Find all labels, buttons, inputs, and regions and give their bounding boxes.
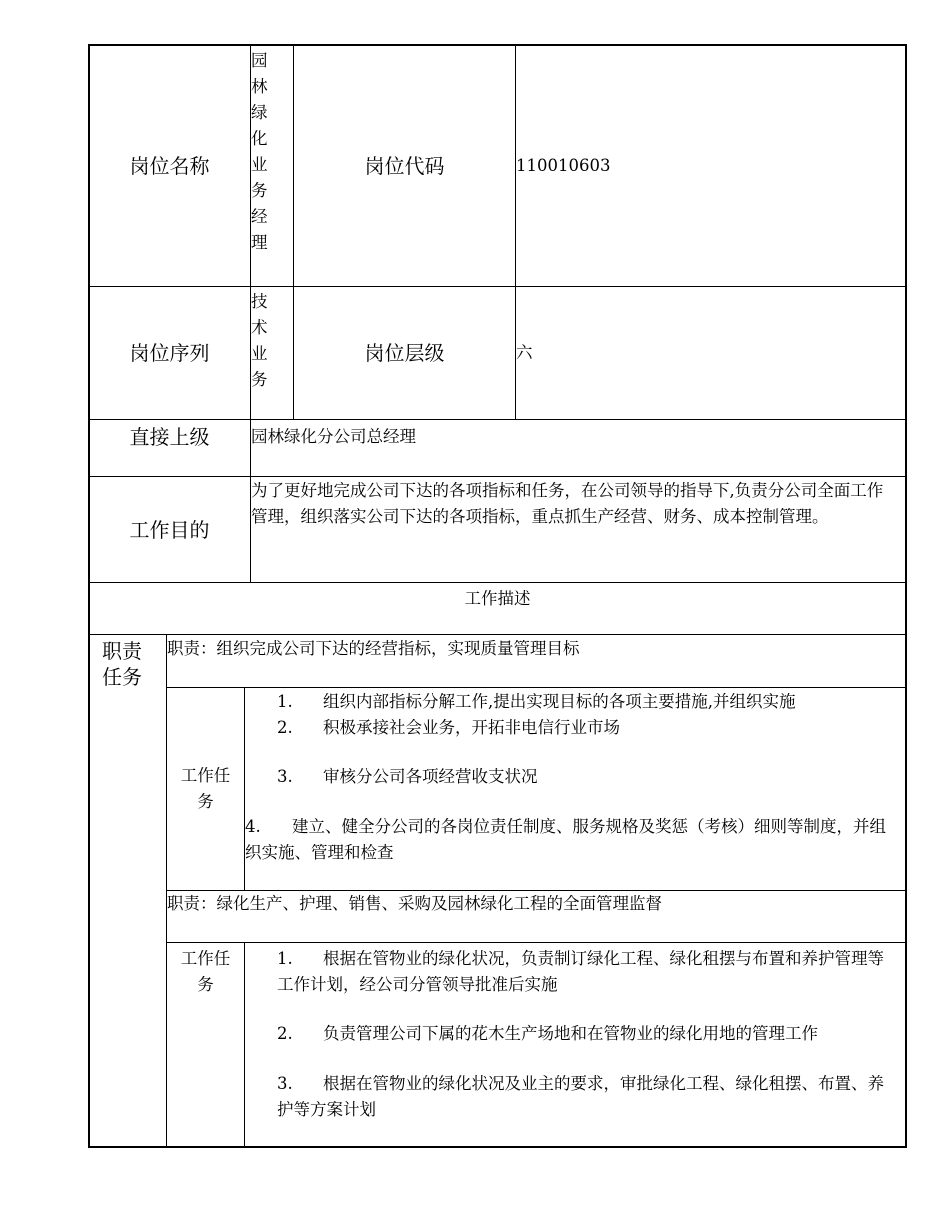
task-item bbox=[277, 946, 889, 998]
label-work-purpose bbox=[88, 477, 251, 582]
work-description-title-text: 工作描述 bbox=[464, 589, 531, 608]
value-work-purpose bbox=[251, 478, 899, 582]
row-divider bbox=[88, 634, 907, 635]
label-duties bbox=[102, 638, 152, 690]
task-item bbox=[277, 689, 796, 715]
table-border-bottom bbox=[88, 1146, 907, 1148]
task-text: 积极承接社会业务，开拓非电信行业市场 bbox=[323, 718, 620, 737]
task-text: 组织内部指标分解工作,提出实现目标的各项主要措施,并组织实施 bbox=[323, 692, 796, 711]
value-position-name-text: 园林绿化业务经理 bbox=[251, 51, 268, 252]
value-position-code-text: 110010603 bbox=[516, 155, 611, 175]
value-direct-superior-text: 园林绿化分公司总经理 bbox=[251, 427, 416, 446]
label-position-series-text: 岗位序列 bbox=[129, 341, 210, 365]
duty-2-task-list bbox=[245, 943, 905, 1146]
label-direct-superior bbox=[88, 420, 251, 476]
value-position-code bbox=[516, 44, 905, 287]
task-item bbox=[277, 764, 538, 790]
task-number: 2. bbox=[277, 718, 293, 737]
label-position-level bbox=[294, 287, 515, 419]
label-direct-superior-text: 直接上级 bbox=[129, 425, 210, 449]
value-work-purpose-text: 为了更好地完成公司下达的各项指标和任务，在公司领导的指导下,负责分公司全面工作管理，组织落实公司下达的各项指标，重点抓生产经营、财务、成本控制管理。 bbox=[251, 481, 884, 526]
task-item bbox=[245, 814, 895, 866]
duty-1-title bbox=[167, 636, 905, 687]
task-item bbox=[277, 715, 620, 741]
duty-1-task-label-text: 工作任务 bbox=[180, 766, 231, 811]
task-text: 建立、健全分公司的各岗位责任制度、服务规格及奖惩（考核）细则等制度，并组织实施、管理和检查 bbox=[245, 817, 886, 862]
task-number: 3. bbox=[277, 767, 293, 786]
duty-2-task-label bbox=[167, 946, 244, 998]
duty-2-title-text: 职责：绿化生产、护理、销售、采购及园林绿化工程的全面管理监督 bbox=[167, 894, 662, 913]
duty-1-task-list bbox=[245, 688, 905, 890]
task-text: 根据在管物业的绿化状况及业主的要求，审批绿化工程、绿化租摆、布置、养护等方案计划 bbox=[277, 1074, 884, 1119]
label-position-code-text: 岗位代码 bbox=[364, 153, 445, 178]
value-position-level bbox=[516, 287, 905, 419]
value-position-series-text: 技术业务 bbox=[251, 292, 268, 389]
task-item bbox=[277, 1071, 889, 1123]
label-position-name bbox=[88, 44, 251, 287]
value-position-name bbox=[251, 48, 293, 286]
task-text: 负责管理公司下属的花木生产场地和在管物业的绿化用地的管理工作 bbox=[323, 1024, 818, 1043]
section-title-work-description bbox=[88, 583, 907, 634]
label-position-series bbox=[88, 287, 251, 419]
task-number: 1. bbox=[277, 692, 293, 711]
label-work-purpose-text: 工作目的 bbox=[129, 517, 210, 542]
task-number: 2. bbox=[277, 1024, 293, 1043]
label-position-level-text: 岗位层级 bbox=[364, 341, 445, 365]
job-description-table bbox=[88, 44, 907, 1148]
label-position-name-text: 岗位名称 bbox=[129, 153, 210, 178]
task-number: 3. bbox=[277, 1074, 293, 1093]
value-position-series bbox=[251, 289, 293, 419]
duty-1-title-text: 职责：组织完成公司下达的经营指标，实现质量管理目标 bbox=[167, 639, 580, 658]
task-text: 审核分公司各项经营收支状况 bbox=[323, 767, 538, 786]
label-position-code bbox=[294, 44, 515, 287]
value-direct-superior bbox=[251, 420, 905, 476]
task-number: 4. bbox=[245, 817, 261, 836]
task-number: 1. bbox=[277, 949, 293, 968]
value-position-level-text: 六 bbox=[516, 343, 533, 362]
label-duties-text: 职责任务 bbox=[102, 639, 142, 689]
task-item bbox=[277, 1021, 897, 1047]
duty-2-task-label-text: 工作任务 bbox=[180, 949, 231, 994]
duty-1-task-label bbox=[167, 688, 244, 890]
duty-2-title bbox=[167, 891, 905, 942]
task-text: 根据在管物业的绿化状况，负责制订绿化工程、绿化租摆与布置和养护管理等工作计划，经公司分管领导批准后实施 bbox=[277, 949, 884, 994]
